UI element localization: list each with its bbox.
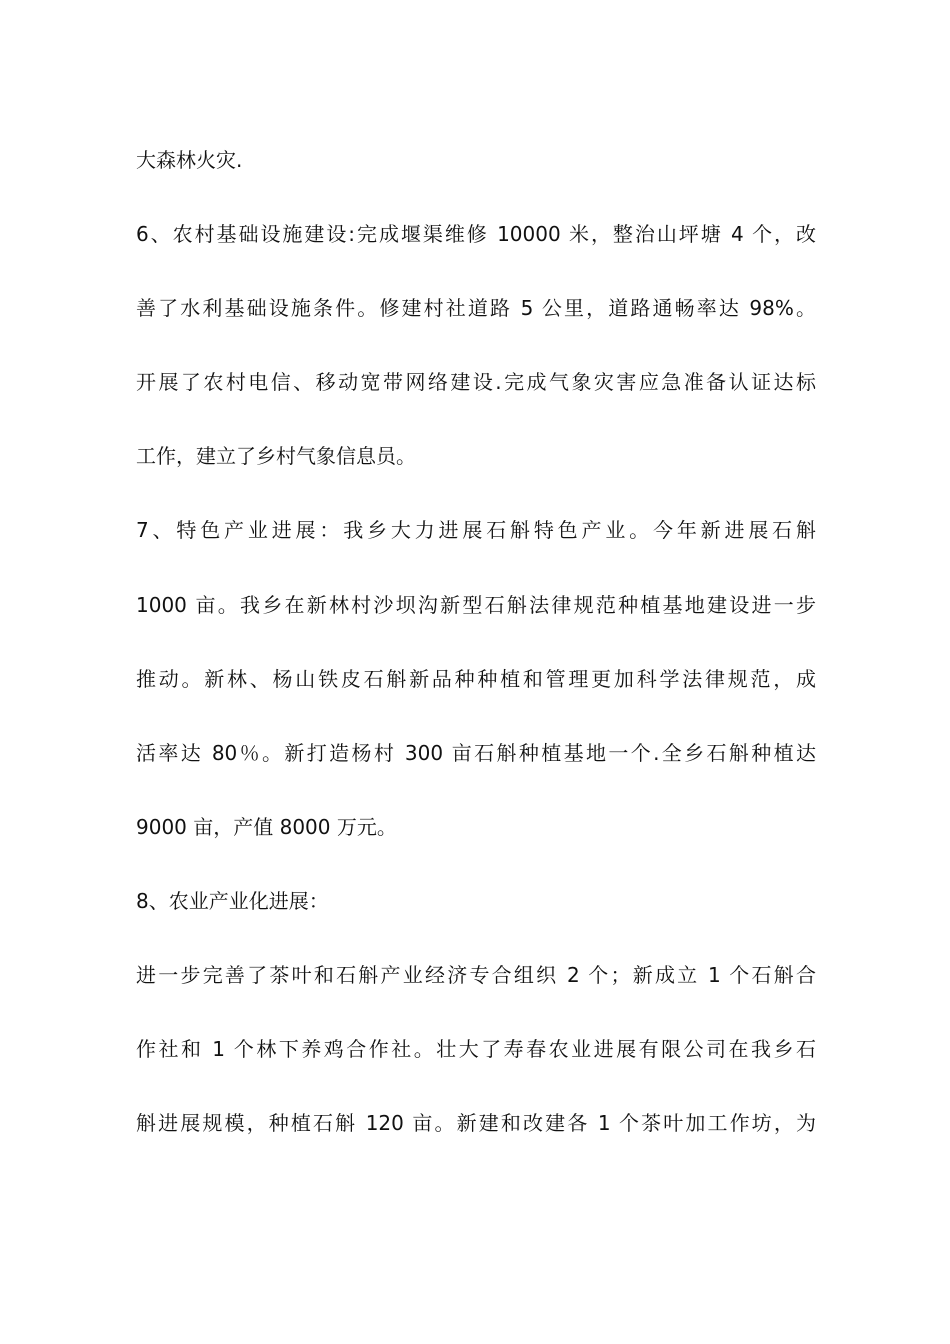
text-line: 大森林火灾. (136, 148, 243, 172)
text-line: 作社和 1 个林下养鸡合作社。壮大了寿春农业进展有限公司在我乡石 (136, 1037, 816, 1062)
text-line: 活率达 80％。新打造杨村 300 亩石斛种植基地一个.全乡石斛种植达 (136, 740, 816, 765)
text-line: 6、农村基础设施建设:完成堰渠维修 10000 米，整治山坪塘 4 个，改 (136, 222, 816, 247)
text-line: 善了水利基础设施条件。修建村社道路 5 公里，道路通畅率达 98%。 (136, 296, 816, 321)
text-line: 7、特色产业进展：我乡大力进展石斛特色产业。今年新进展石斛 (136, 518, 816, 543)
text-line: 进一步完善了茶叶和石斛产业经济专合组织 2 个；新成立 1 个石斛合 (136, 963, 816, 988)
text-line: 1000 亩。我乡在新林村沙坝沟新型石斛法律规范种植基地建设进一步 (136, 592, 816, 617)
text-line: 开展了农村电信、移动宽带网络建设.完成气象灾害应急准备认证达标 (136, 370, 816, 395)
text-line: 斛进展规模，种植石斛 120 亩。新建和改建各 1 个茶叶加工作坊，为 (136, 1111, 816, 1136)
text-line: 8、农业产业化进展： (136, 888, 329, 913)
document-body (136, 138, 816, 1175)
text-line: 推动。新林、杨山铁皮石斛新品种种植和管理更加科学法律规范，成 (136, 666, 816, 691)
text-line: 9000 亩，产值 8000 万元。 (136, 814, 397, 839)
text-line: 工作，建立了乡村气象信息员。 (136, 444, 416, 469)
